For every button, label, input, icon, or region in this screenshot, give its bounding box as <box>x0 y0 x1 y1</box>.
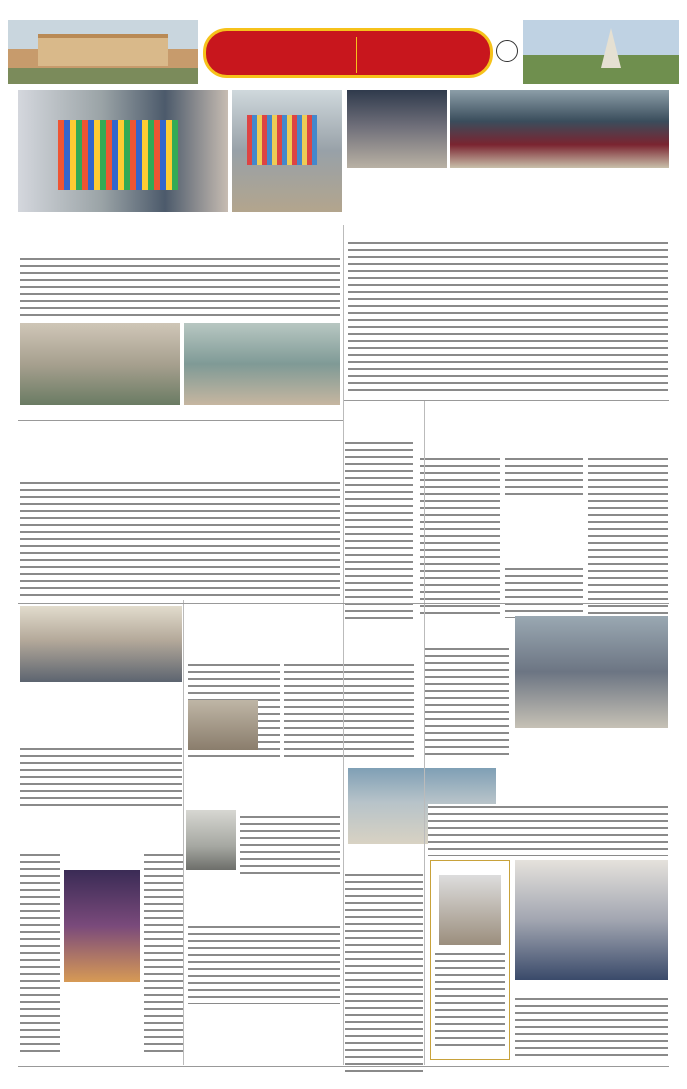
sh-body-2 <box>144 852 184 1057</box>
jasmeh-body-1 <box>425 646 509 758</box>
masthead <box>8 20 679 84</box>
honour-body <box>515 996 668 1056</box>
masthead-banner <box>203 28 493 78</box>
aadhaar-body <box>345 872 423 1072</box>
zila-body-4 <box>588 456 668 616</box>
sh-photo <box>64 870 140 982</box>
pps-body <box>348 240 668 395</box>
birthday-photo <box>439 875 501 945</box>
birthday-box <box>430 860 510 1060</box>
pps-photo-2 <box>450 90 669 168</box>
page-number <box>496 40 518 62</box>
book-fair-photo-1 <box>18 90 228 212</box>
khalsa-body <box>188 924 340 1004</box>
cancer-body <box>345 440 413 620</box>
pps-photo-1 <box>347 90 447 168</box>
masthead-photo-left <box>8 20 198 84</box>
masthead-photo-right <box>523 20 679 84</box>
gc-body-2 <box>284 662 414 762</box>
sh-body-1 <box>20 852 60 1057</box>
zila-body-2 <box>505 456 583 496</box>
book-fair-photo-4 <box>184 323 340 405</box>
nabha-body <box>20 480 340 600</box>
accident-photo <box>186 810 236 870</box>
zila-inset <box>505 500 583 562</box>
honour-photo <box>515 860 668 980</box>
birthday-body <box>435 951 505 1051</box>
book-fair-photo-3 <box>20 323 180 405</box>
jasmeh-body-2 <box>428 804 668 856</box>
pind-photo <box>20 606 182 682</box>
pind-body <box>20 746 182 806</box>
book-fair-body <box>20 256 340 318</box>
zila-body-3 <box>505 566 583 618</box>
gc-photo <box>188 700 258 750</box>
book-fair-photo-2 <box>232 90 342 212</box>
zila-body-1 <box>420 456 500 616</box>
jasmeh-photo <box>515 616 668 728</box>
accident-body <box>240 814 340 874</box>
